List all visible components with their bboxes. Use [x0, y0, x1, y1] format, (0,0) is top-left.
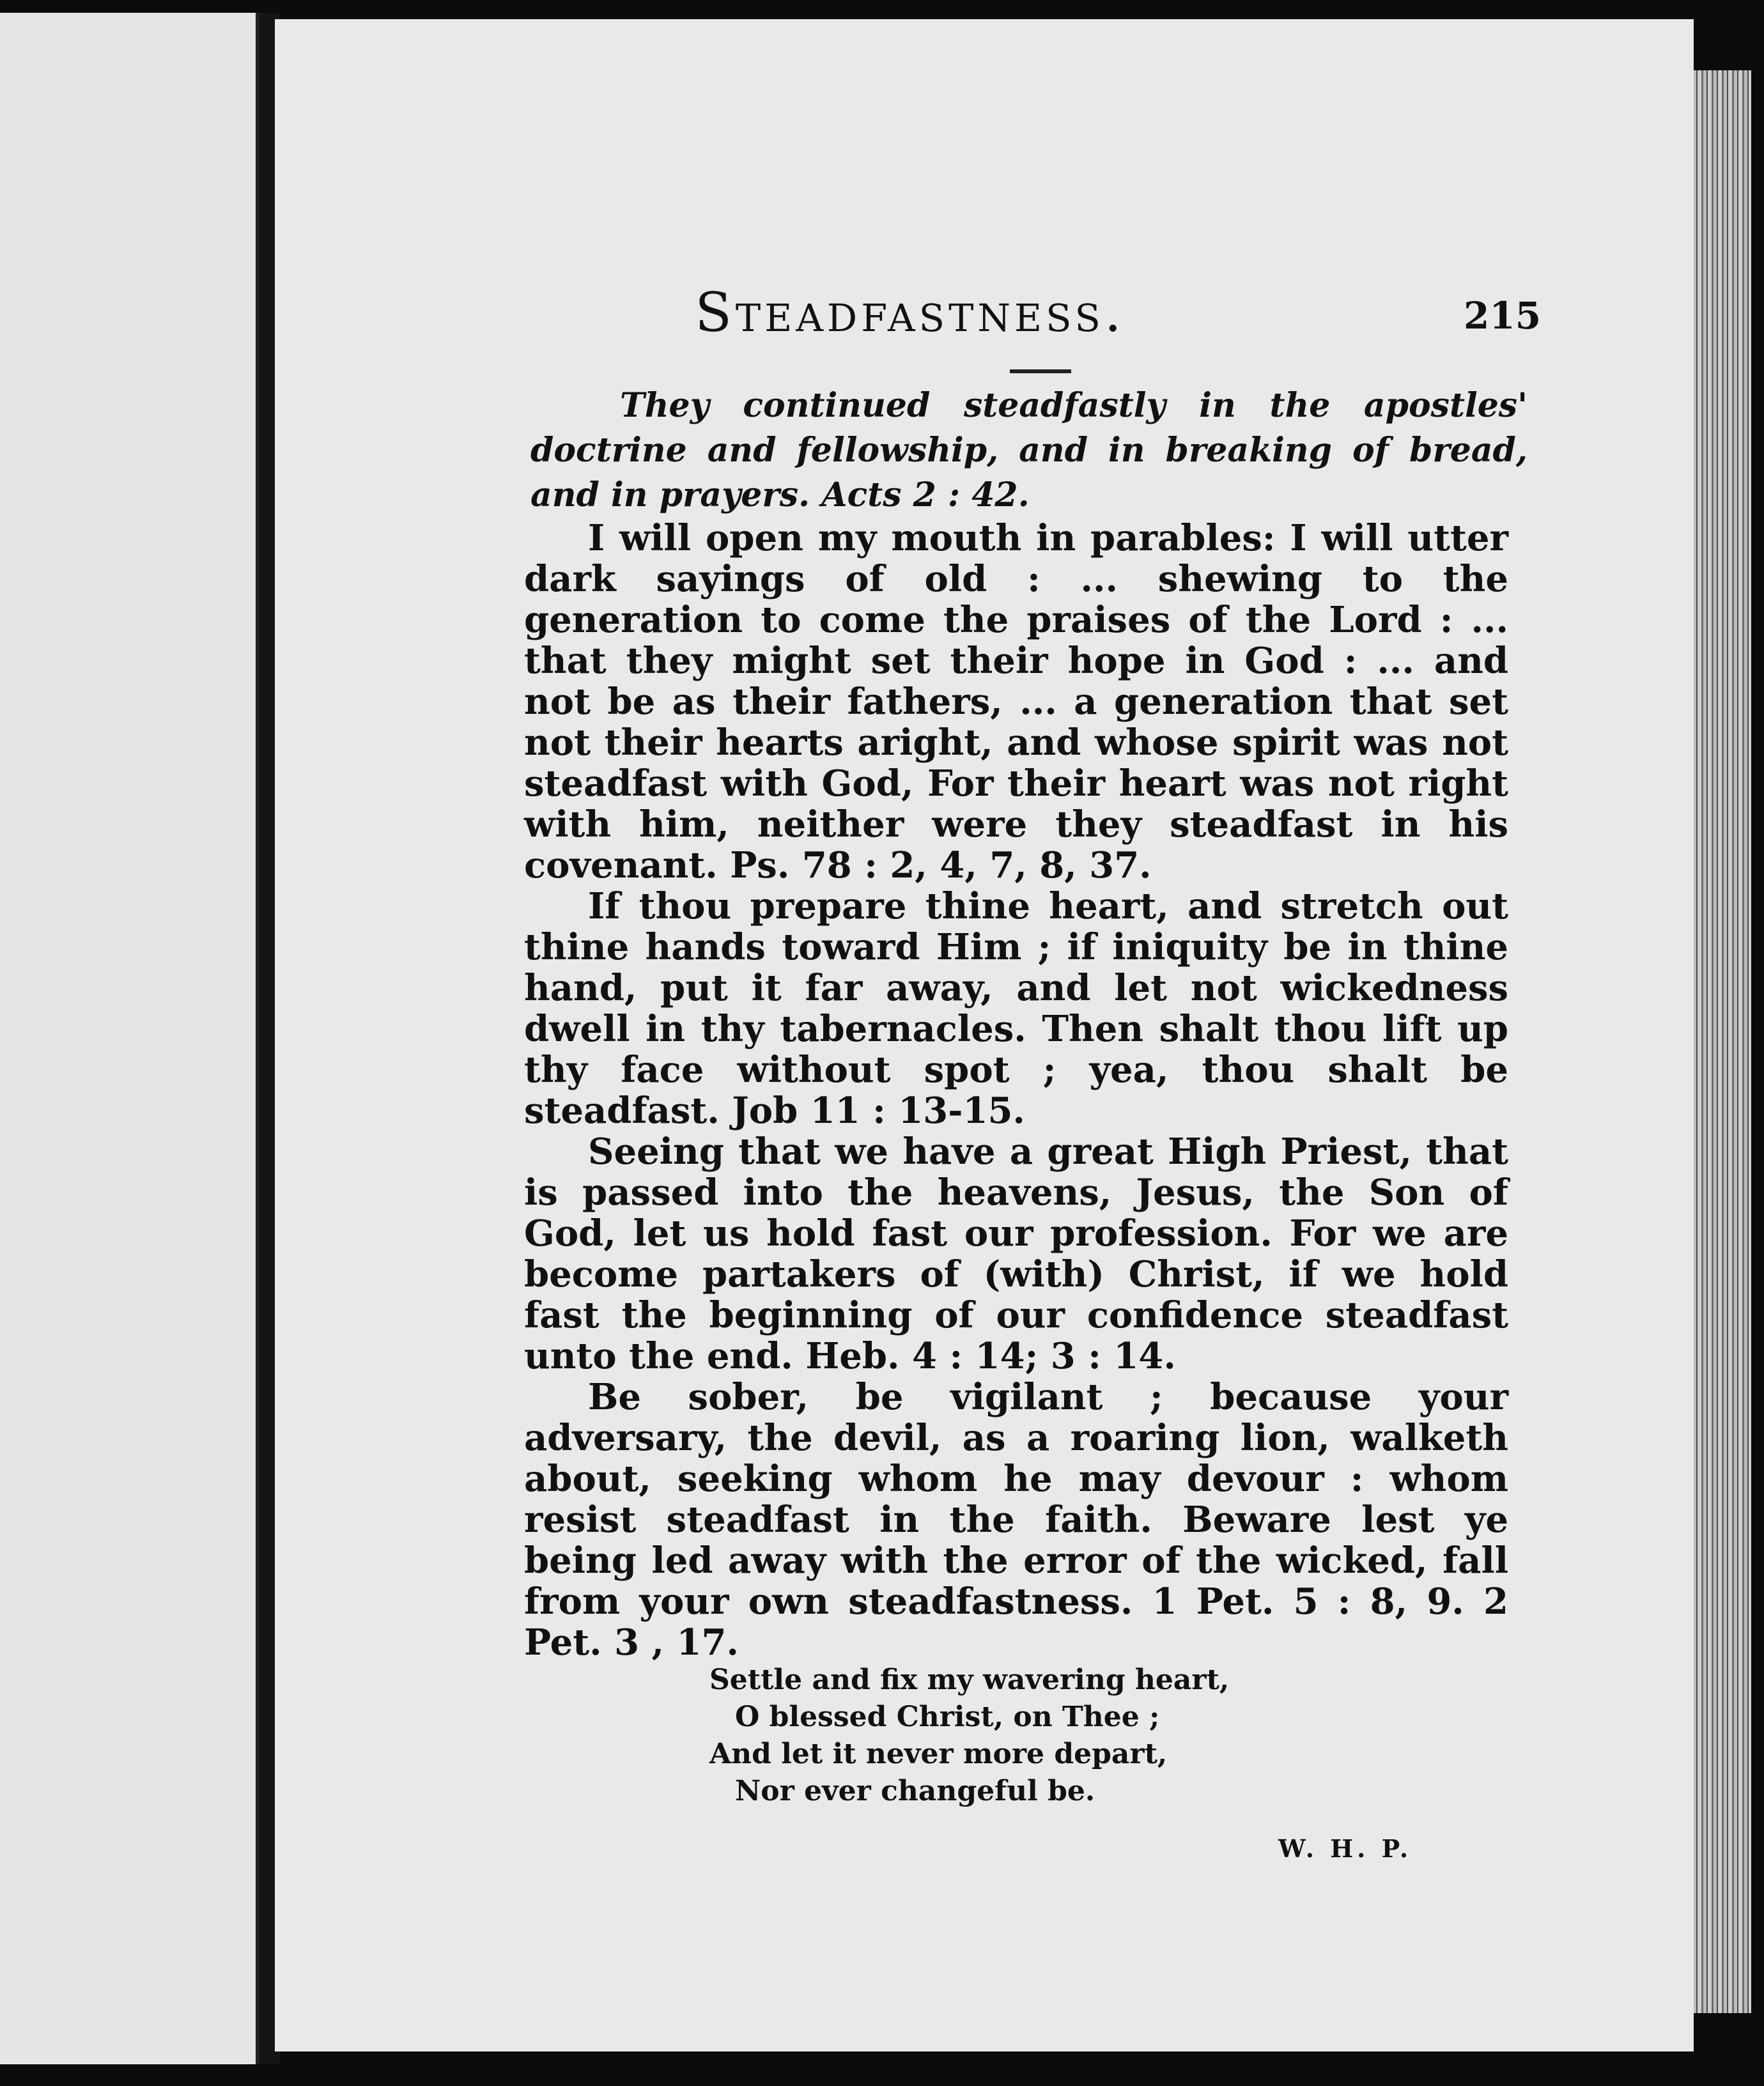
paragraph-peter: Be sober, be vigilant ; because your adversary, the devil, as a roaring lion, walketh about, seeking whom he may devour : whom resist steadfast in the faith. Beware lest ye being led away with the error of the wicked, fall from your own steadfastness. 1 Pet. 5 : 8, 9. 2 Pet. 3 , 17.: [524, 1376, 1508, 1664]
scripture-block-1: [524, 518, 1508, 1131]
running-head: Steadfastness.: [695, 281, 1126, 344]
paragraph-job: If thou prepare thine heart, and stretch out thine hands toward Him ; if iniquity be in thine hand, put it far away, and let not wickedness dwell in thy tabernacles. Then shalt thou lift up thy face without spot ; yea, thou shalt be steadfast. Job 11 : 13-15.: [524, 885, 1508, 1132]
paragraph-hebrews: Seeing that we have a great High Priest, that is passed into the heavens, Jesus, the Son of God, let us hold fast our profession. For we are become partakers of (with) Christ, if we hold fast the beginning of our confidence steadfast unto the end. Heb. 4 : 14; 3 : 14.: [524, 1131, 1508, 1377]
facing-page: [0, 13, 259, 2064]
attribution: W. H. P.: [1278, 1834, 1412, 1863]
scripture-block-2: [524, 1131, 1508, 1663]
title-rule: [1010, 369, 1071, 373]
hymn-verse: [709, 1662, 1285, 1810]
page-edges: [1687, 70, 1751, 2013]
epigraph: They continued steadfastly in the apostles' doctrine and fellowship, and in breaking of bread, and in prayers. Acts 2 : 42.: [530, 386, 1528, 514]
poem-line: And let it never more depart,: [709, 1738, 1168, 1770]
poem-line: Nor ever changeful be.: [735, 1775, 1095, 1807]
paragraph-psalms: I will open my mouth in parables: I will utter dark sayings of old : ... shewing to the generation to come the praises of the Lord : ... that they might set their hope in God : ... and not be as their fathers, ... a generation that set not their hearts aright, and whose spirit was not steadfast with God, For their heart was not right with him, neither were they steadfast in his covenant. Ps. 78 : 2, 4, 7, 8, 37.: [524, 517, 1508, 886]
page-number: 215: [1464, 294, 1542, 337]
poem-line: O blessed Christ, on Thee ;: [735, 1701, 1160, 1733]
poem-line: Settle and fix my wavering heart,: [709, 1664, 1230, 1696]
